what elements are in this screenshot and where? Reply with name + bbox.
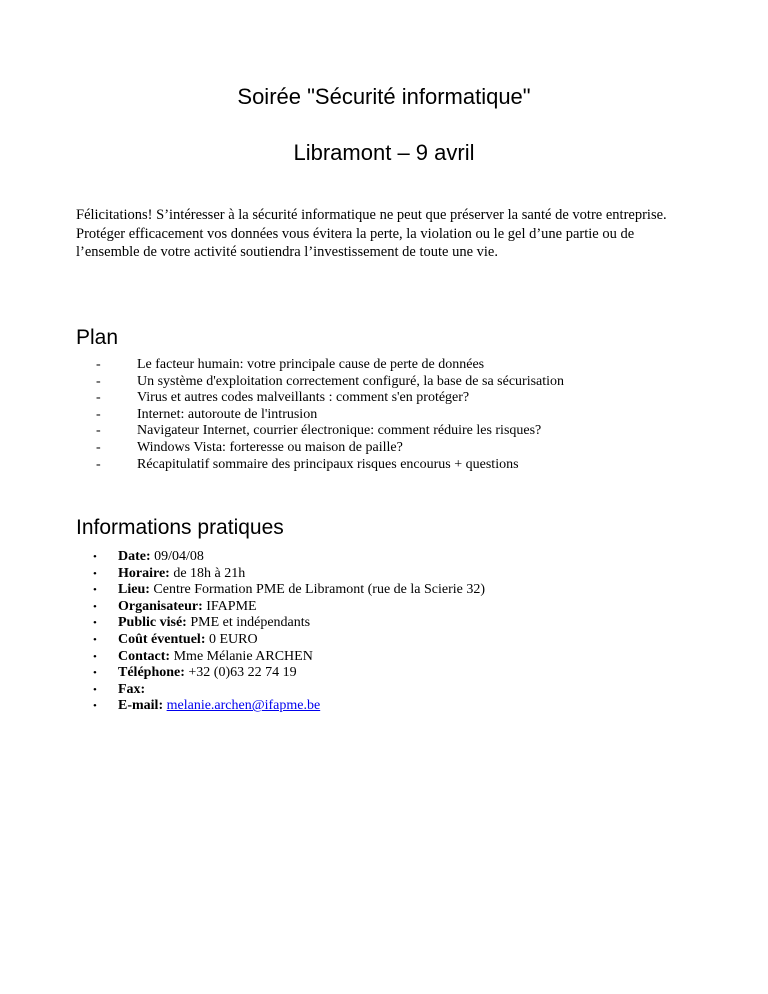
bullet-icon: • bbox=[93, 683, 97, 696]
info-value: de 18h à 21h bbox=[169, 565, 246, 581]
bullet-icon: • bbox=[93, 600, 97, 613]
info-heading: Informations pratiques bbox=[76, 516, 284, 539]
info-value: IFAPME bbox=[202, 598, 257, 614]
info-label: Lieu: bbox=[118, 582, 150, 598]
dash-marker: - bbox=[96, 357, 101, 372]
plan-item-text: Le facteur humain: votre principale cause de perte de données bbox=[137, 357, 485, 372]
info-label: Coût éventuel: bbox=[118, 631, 206, 647]
intro-paragraph: Félicitations! S’intéresser à la sécurité informatique ne peut que préserver la santé de votre entreprise. Protéger efficacement vos données vous évitera la perte, la violation ou le gel d’une partie ou de l’ensemble de votre activité soutiendra l’investissement de toute une vie. bbox=[76, 207, 667, 260]
info-label: Organisateur: bbox=[118, 598, 203, 614]
plan-item-text: Récapitulatif sommaire des principaux risques encourus + questions bbox=[137, 456, 519, 472]
bullet-icon: • bbox=[93, 667, 97, 680]
bullet-icon: • bbox=[93, 584, 97, 597]
document-title: Soirée "Sécurité informatique" bbox=[237, 84, 531, 109]
plan-heading: Plan bbox=[76, 326, 119, 349]
dash-marker: - bbox=[96, 456, 101, 472]
info-label: Contact: bbox=[118, 648, 171, 664]
info-value: +32 (0)63 22 74 19 bbox=[184, 665, 297, 681]
info-label: Date: bbox=[118, 549, 151, 564]
dash-marker: - bbox=[96, 423, 101, 439]
info-value: PME et indépendants bbox=[186, 615, 311, 631]
info-label: Horaire: bbox=[118, 565, 170, 581]
plan-item-text: Internet: autoroute de l'intrusion bbox=[137, 406, 318, 422]
bullet-icon: • bbox=[93, 617, 97, 630]
email-link[interactable]: melanie.archen@ifapme.be bbox=[166, 698, 321, 714]
document-subtitle: Libramont – 9 avril bbox=[293, 140, 475, 165]
info-value: 09/04/08 bbox=[150, 549, 204, 564]
bullet-icon: • bbox=[93, 700, 97, 713]
info-value: Centre Formation PME de Libramont (rue de la Scierie 32) bbox=[149, 582, 486, 598]
info-label: E-mail: bbox=[118, 698, 164, 714]
plan-item-text: Virus et autres codes malveillants : comment s'en protéger? bbox=[137, 390, 470, 406]
dash-marker: - bbox=[96, 439, 101, 455]
dash-marker: - bbox=[96, 390, 101, 406]
plan-item-text: Un système d'exploitation correctement configuré, la base de sa sécurisation bbox=[137, 373, 565, 389]
bullet-icon: • bbox=[93, 633, 97, 646]
info-label: Fax: bbox=[118, 681, 146, 697]
bullet-icon: • bbox=[93, 650, 97, 663]
info-value: 0 EURO bbox=[205, 631, 258, 647]
plan-item-text: Windows Vista: forteresse ou maison de paille? bbox=[137, 439, 403, 455]
bullet-icon: • bbox=[93, 551, 97, 563]
bullet-icon: • bbox=[93, 567, 97, 580]
dash-marker: - bbox=[96, 373, 101, 389]
plan-item-text: Navigateur Internet, courrier électronique: comment réduire les risques? bbox=[137, 423, 542, 439]
info-value: Mme Mélanie ARCHEN bbox=[170, 648, 313, 664]
dash-marker: - bbox=[96, 406, 101, 422]
info-label: Téléphone: bbox=[118, 665, 185, 681]
info-label: Public visé: bbox=[118, 615, 187, 631]
